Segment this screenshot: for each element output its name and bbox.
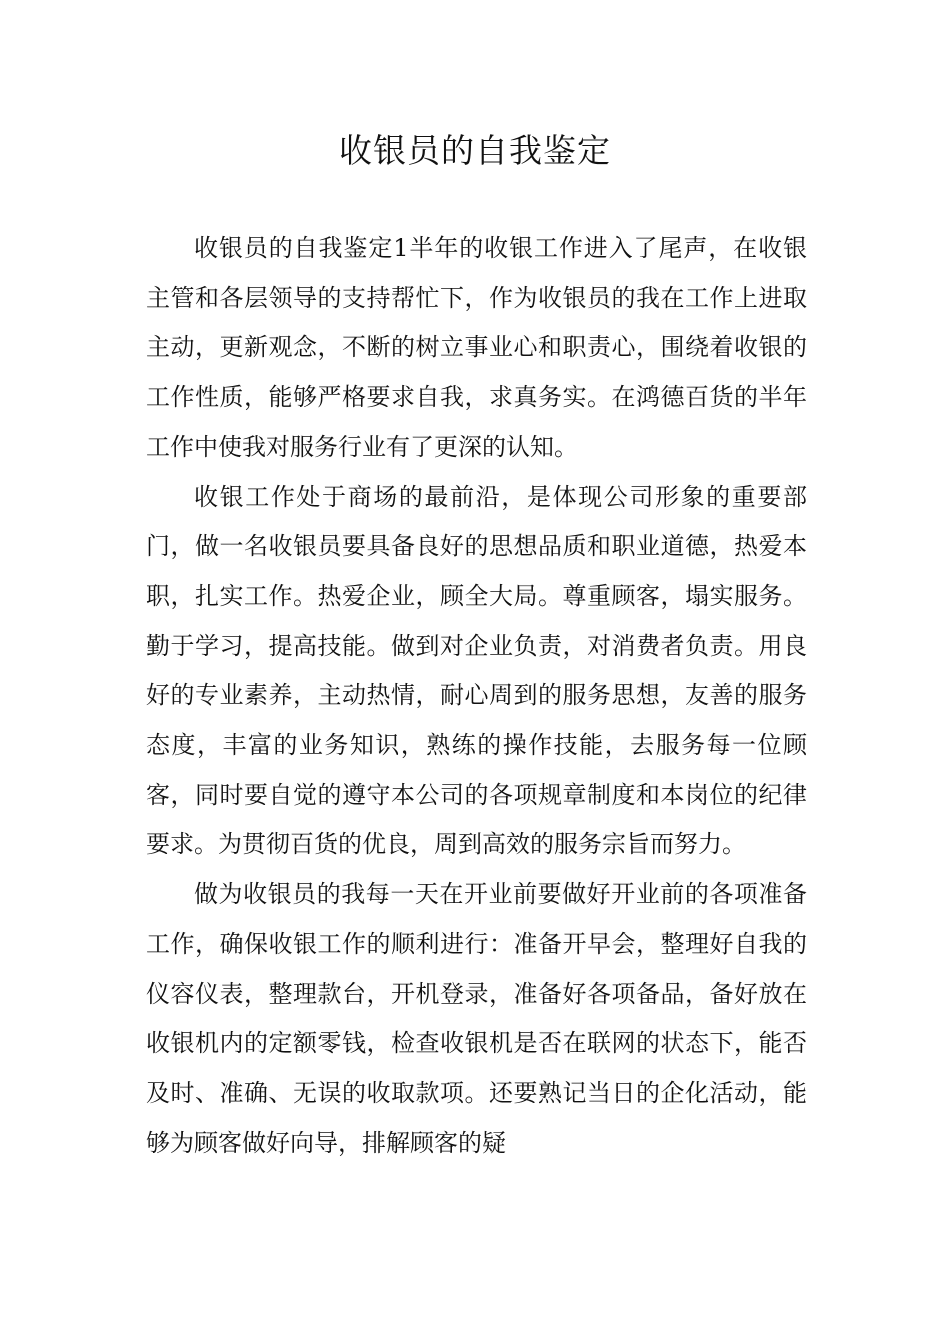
document-body: [146, 224, 807, 1168]
paragraph-1: 收银员的自我鉴定1半年的收银工作进入了尾声，在收银主管和各层领导的支持帮忙下，作为收银员的我在工作上进取主动，更新观念，不断的树立事业心和职责心，围绕着收银的工作性质，能够严格要求自我，求真务实。在鸿德百货的半年工作中使我对服务行业有了更深的认知。: [146, 234, 807, 461]
paragraph-2: 收银工作处于商场的最前沿，是体现公司形象的重要部门，做一名收银员要具备良好的思想品质和职业道德，热爱本职，扎实工作。热爱企业，顾全大局。尊重顾客，塌实服务。勤于学习，提高技能。做到对企业负责，对消费者负责。用良好的专业素养，主动热情，耐心周到的服务思想，友善的服务态度，丰富的业务知识，熟练的操作技能，去服务每一位顾客，同时要自觉的遵守本公司的各项规章制度和本岗位的纪律要求。为贯彻百货的优良，周到高效的服务宗旨而努力。: [146, 482, 807, 859]
document-title: 收银员的自我鉴定: [339, 131, 611, 170]
paragraph-3: 做为收银员的我每一天在开业前要做好开业前的各项准备工作，确保收银工作的顺利进行：准备开早会，整理好自我的仪容仪表，整理款台，开机登录，准备好各项备品，备好放在收银机内的定额零钱，检查收银机是否在联网的状态下，能否及时、准确、无误的收取款项。还要熟记当日的企化活动，能够为顾客做好向导，排解顾客的疑: [146, 880, 807, 1157]
